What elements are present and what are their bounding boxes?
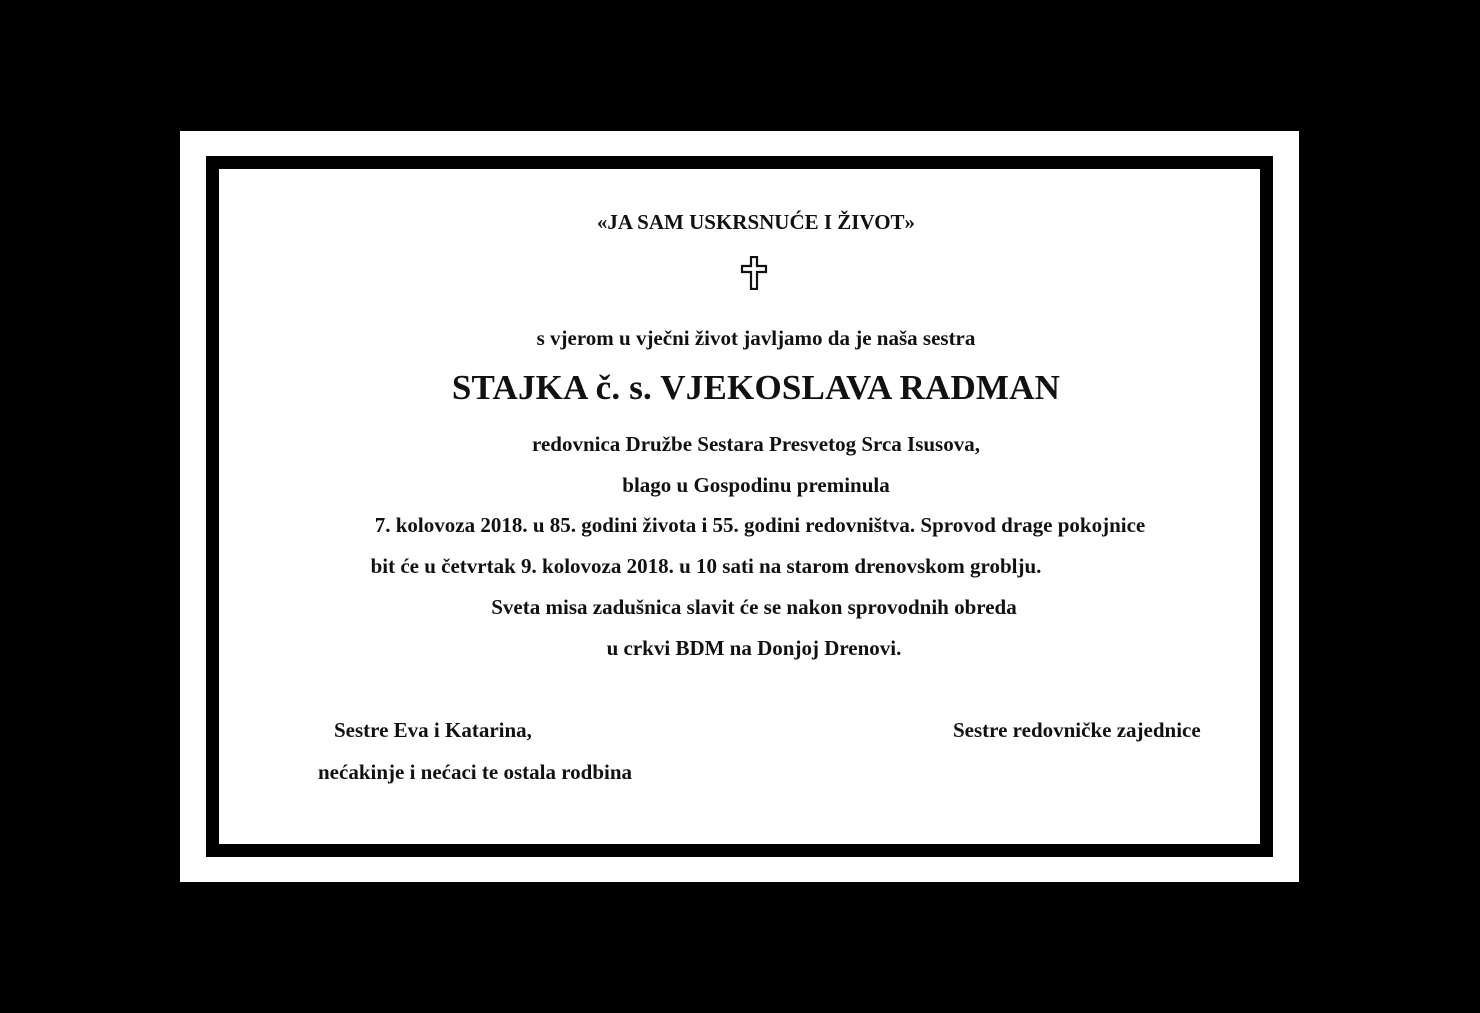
notice-line: 7. kolovoza 2018. u 85. godini života i 55. godini redovništva. Sprovod drage pokojnice — [374, 513, 1146, 537]
signature-family-line: Sestre Eva i Katarina, — [334, 718, 532, 742]
notice-line: blago u Gospodinu preminula — [622, 473, 890, 497]
notice-line: bit će u četvrtak 9. kolovoza 2018. u 10 sati na starom drenovskom groblju. — [370, 554, 1042, 578]
signature-community: Sestre redovničke zajednice — [953, 718, 1201, 742]
notice-line: Sveta misa zadušnica slavit će se nakon sprovodnih obreda — [491, 595, 1017, 619]
notice-line: u crkvi BDM na Donjoj Drenovi. — [606, 636, 902, 660]
signature-family-line: nećakinje i nećaci te ostala rodbina — [318, 760, 633, 784]
cross-icon — [740, 256, 768, 290]
deceased-name: STAJKA č. s. VJEKOSLAVA RADMAN — [451, 368, 1061, 407]
motto-heading: «JA SAM USKRSNUĆE I ŽIVOT» — [596, 210, 916, 234]
notice-line: redovnica Družbe Sestara Presvetog Srca Isusova, — [532, 432, 980, 456]
intro-text: s vjerom u vječni život javljamo da je naša sestra — [536, 326, 976, 350]
